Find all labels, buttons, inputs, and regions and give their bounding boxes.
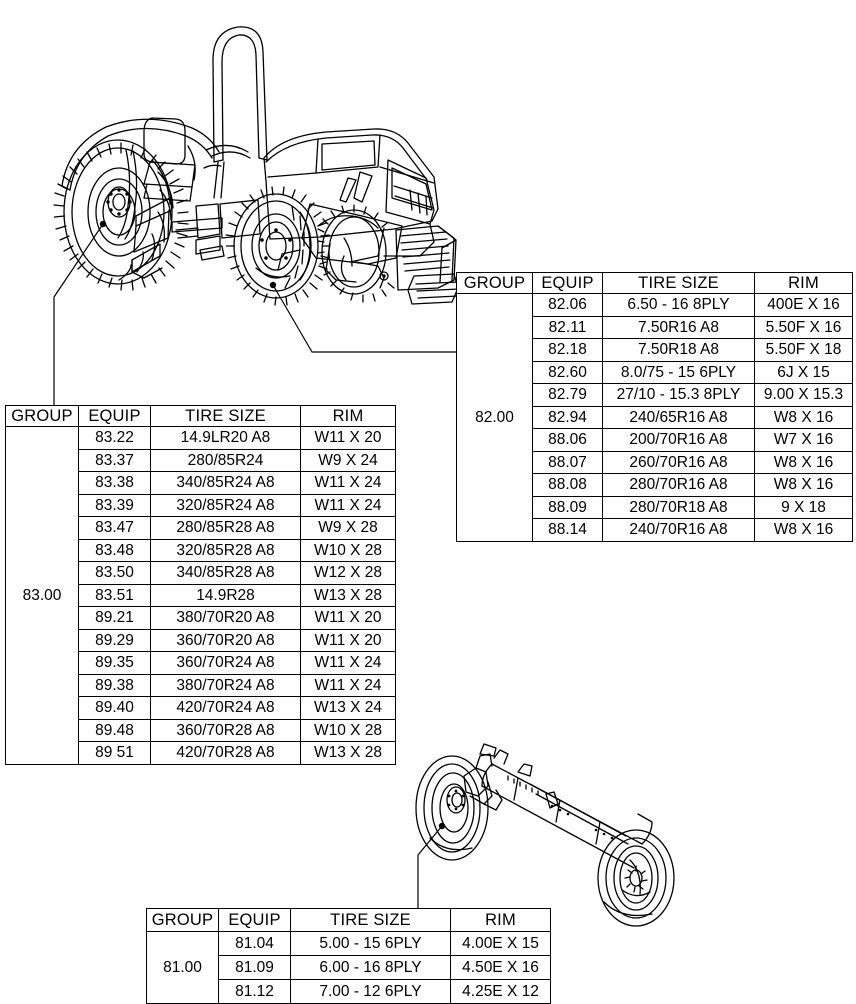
tire-size-cell: 280/85R24 — [151, 449, 301, 472]
tire-size-cell: 6.50 - 16 8PLY — [603, 294, 755, 317]
rim-size-cell: 5.50F X 18 — [755, 339, 853, 362]
equip-code-cell: 89.35 — [79, 652, 151, 675]
rim-size-cell: W11 X 20 — [301, 427, 396, 450]
equip-code-cell: 83.50 — [79, 562, 151, 585]
tire-size-cell: 420/70R24 A8 — [151, 697, 301, 720]
equip-code-cell: 83.39 — [79, 494, 151, 517]
equip-code-cell: 81.04 — [219, 932, 291, 956]
table-row — [147, 932, 551, 956]
rim-size-cell: W11 X 24 — [301, 494, 396, 517]
table-row — [457, 294, 853, 317]
column-header-rim: RIM — [301, 406, 396, 427]
tire-size-cell: 340/85R24 A8 — [151, 472, 301, 495]
tire-size-cell: 240/70R16 A8 — [603, 519, 755, 542]
tire-size-cell: 27/10 - 15.3 8PLY — [603, 384, 755, 407]
tire-size-cell: 200/70R16 A8 — [603, 429, 755, 452]
equip-code-cell: 88.07 — [533, 451, 603, 474]
tire-size-cell: 14.9R28 — [151, 584, 301, 607]
tire-size-cell: 380/70R24 A8 — [151, 674, 301, 697]
equip-code-cell: 83.38 — [79, 472, 151, 495]
rim-size-cell: W10 X 28 — [301, 539, 396, 562]
tire-size-cell: 320/85R24 A8 — [151, 494, 301, 517]
column-header-equip: EQUIP — [533, 273, 603, 294]
table-row — [6, 427, 396, 450]
tire-size-cell: 360/70R24 A8 — [151, 652, 301, 675]
equip-code-cell: 89.21 — [79, 607, 151, 630]
tire-size-cell: 260/70R16 A8 — [603, 451, 755, 474]
equip-code-cell: 88.09 — [533, 496, 603, 519]
equip-code-cell: 88.08 — [533, 474, 603, 497]
rim-size-cell: W7 X 16 — [755, 429, 853, 452]
equip-code-cell: 81.12 — [219, 980, 291, 1004]
table-header-row — [457, 273, 853, 294]
rim-size-cell: W10 X 28 — [301, 719, 396, 742]
rim-size-cell: W8 X 16 — [755, 451, 853, 474]
rim-size-cell: 9 X 18 — [755, 496, 853, 519]
tire-size-cell: 280/70R18 A8 — [603, 496, 755, 519]
tire-size-cell: 280/85R28 A8 — [151, 517, 301, 540]
tire-size-cell: 14.9LR20 A8 — [151, 427, 301, 450]
tire-size-cell: 240/65R16 A8 — [603, 406, 755, 429]
table-header-row — [147, 909, 551, 932]
rim-size-cell: W12 X 28 — [301, 562, 396, 585]
equip-code-cell: 83.37 — [79, 449, 151, 472]
equip-code-cell: 89.40 — [79, 697, 151, 720]
tire-size-cell: 420/70R28 A8 — [151, 742, 301, 765]
column-header-equip: EQUIP — [79, 406, 151, 427]
rear-linkage — [176, 228, 224, 260]
equip-code-cell: 82.11 — [533, 316, 603, 339]
column-header-equip: EQUIP — [219, 909, 291, 932]
rim-size-cell: W9 X 28 — [301, 517, 396, 540]
rim-size-cell: W9 X 24 — [301, 449, 396, 472]
table-body-81 — [147, 932, 551, 1004]
tractor-illustration — [54, 27, 459, 305]
tire-size-cell: 380/70R20 A8 — [151, 607, 301, 630]
steering-assembly — [204, 145, 250, 198]
column-header-group: GROUP — [6, 406, 79, 427]
column-header-group: GROUP — [147, 909, 219, 932]
rim-size-cell: 6J X 15 — [755, 361, 853, 384]
tire-size-cell: 5.00 - 15 6PLY — [291, 932, 451, 956]
column-header-rim: RIM — [451, 909, 551, 932]
hood — [264, 129, 438, 239]
tire-table-group-81 — [146, 908, 551, 1004]
front-weights — [396, 226, 459, 304]
rim-size-cell: 400E X 16 — [755, 294, 853, 317]
front-axle-illustration — [416, 744, 674, 926]
rops-roll-bar — [213, 27, 267, 162]
equip-code-cell: 83.22 — [79, 427, 151, 450]
column-header-tire-size: TIRE SIZE — [291, 909, 451, 932]
tire-size-cell: 6.00 - 16 8PLY — [291, 956, 451, 980]
equip-code-cell: 82.06 — [533, 294, 603, 317]
equip-code-cell: 89.29 — [79, 629, 151, 652]
tire-table-group-83 — [5, 405, 396, 765]
rim-size-cell: 4.25E X 12 — [451, 980, 551, 1004]
column-header-group: GROUP — [457, 273, 533, 294]
tire-size-cell: 7.50R16 A8 — [603, 316, 755, 339]
equip-code-cell: 89 51 — [79, 742, 151, 765]
table-header-row — [6, 406, 396, 427]
rim-size-cell: W13 X 24 — [301, 697, 396, 720]
equip-code-cell: 82.79 — [533, 384, 603, 407]
tire-size-cell: 360/70R28 A8 — [151, 719, 301, 742]
rim-size-cell: W11 X 24 — [301, 652, 396, 675]
equip-code-cell: 83.48 — [79, 539, 151, 562]
equip-code-cell: 89.48 — [79, 719, 151, 742]
tire-size-cell: 280/70R16 A8 — [603, 474, 755, 497]
rim-size-cell: W13 X 28 — [301, 584, 396, 607]
group-number-cell: 83.00 — [6, 427, 79, 765]
equip-code-cell: 82.18 — [533, 339, 603, 362]
group-number-cell: 81.00 — [147, 932, 219, 1004]
equip-code-cell: 88.14 — [533, 519, 603, 542]
rim-size-cell: W8 X 16 — [755, 519, 853, 542]
equip-code-cell: 83.47 — [79, 517, 151, 540]
equip-code-cell: 89.38 — [79, 674, 151, 697]
equip-code-cell: 82.94 — [533, 406, 603, 429]
rim-size-cell: W11 X 20 — [301, 629, 396, 652]
tire-size-cell: 7.50R18 A8 — [603, 339, 755, 362]
rim-size-cell: 9.00 X 15.3 — [755, 384, 853, 407]
column-header-rim: RIM — [755, 273, 853, 294]
tire-size-cell: 340/85R28 A8 — [151, 562, 301, 585]
equip-code-cell: 82.60 — [533, 361, 603, 384]
rim-size-cell: W8 X 16 — [755, 474, 853, 497]
column-header-tire-size: TIRE SIZE — [151, 406, 301, 427]
column-header-tire-size: TIRE SIZE — [603, 273, 755, 294]
tire-size-cell: 7.00 - 12 6PLY — [291, 980, 451, 1004]
rim-size-cell: 4.00E X 15 — [451, 932, 551, 956]
tire-size-cell: 320/85R28 A8 — [151, 539, 301, 562]
rim-size-cell: W8 X 16 — [755, 406, 853, 429]
rim-size-cell: 5.50F X 16 — [755, 316, 853, 339]
rim-size-cell: W13 X 28 — [301, 742, 396, 765]
tire-size-cell: 8.0/75 - 15 6PLY — [603, 361, 755, 384]
equip-code-cell: 83.51 — [79, 584, 151, 607]
rim-size-cell: W11 X 24 — [301, 674, 396, 697]
rim-size-cell: W11 X 20 — [301, 607, 396, 630]
rim-size-cell: 4.50E X 16 — [451, 956, 551, 980]
tire-size-cell: 360/70R20 A8 — [151, 629, 301, 652]
tire-table-group-82 — [456, 272, 853, 542]
group-number-cell: 82.00 — [457, 294, 533, 542]
axle-beam — [482, 750, 652, 868]
equip-code-cell: 88.06 — [533, 429, 603, 452]
table-body-82 — [457, 294, 853, 542]
equip-code-cell: 81.09 — [219, 956, 291, 980]
table-body-83 — [6, 427, 396, 765]
rim-size-cell: W11 X 24 — [301, 472, 396, 495]
axle-right-wheel — [598, 830, 674, 926]
